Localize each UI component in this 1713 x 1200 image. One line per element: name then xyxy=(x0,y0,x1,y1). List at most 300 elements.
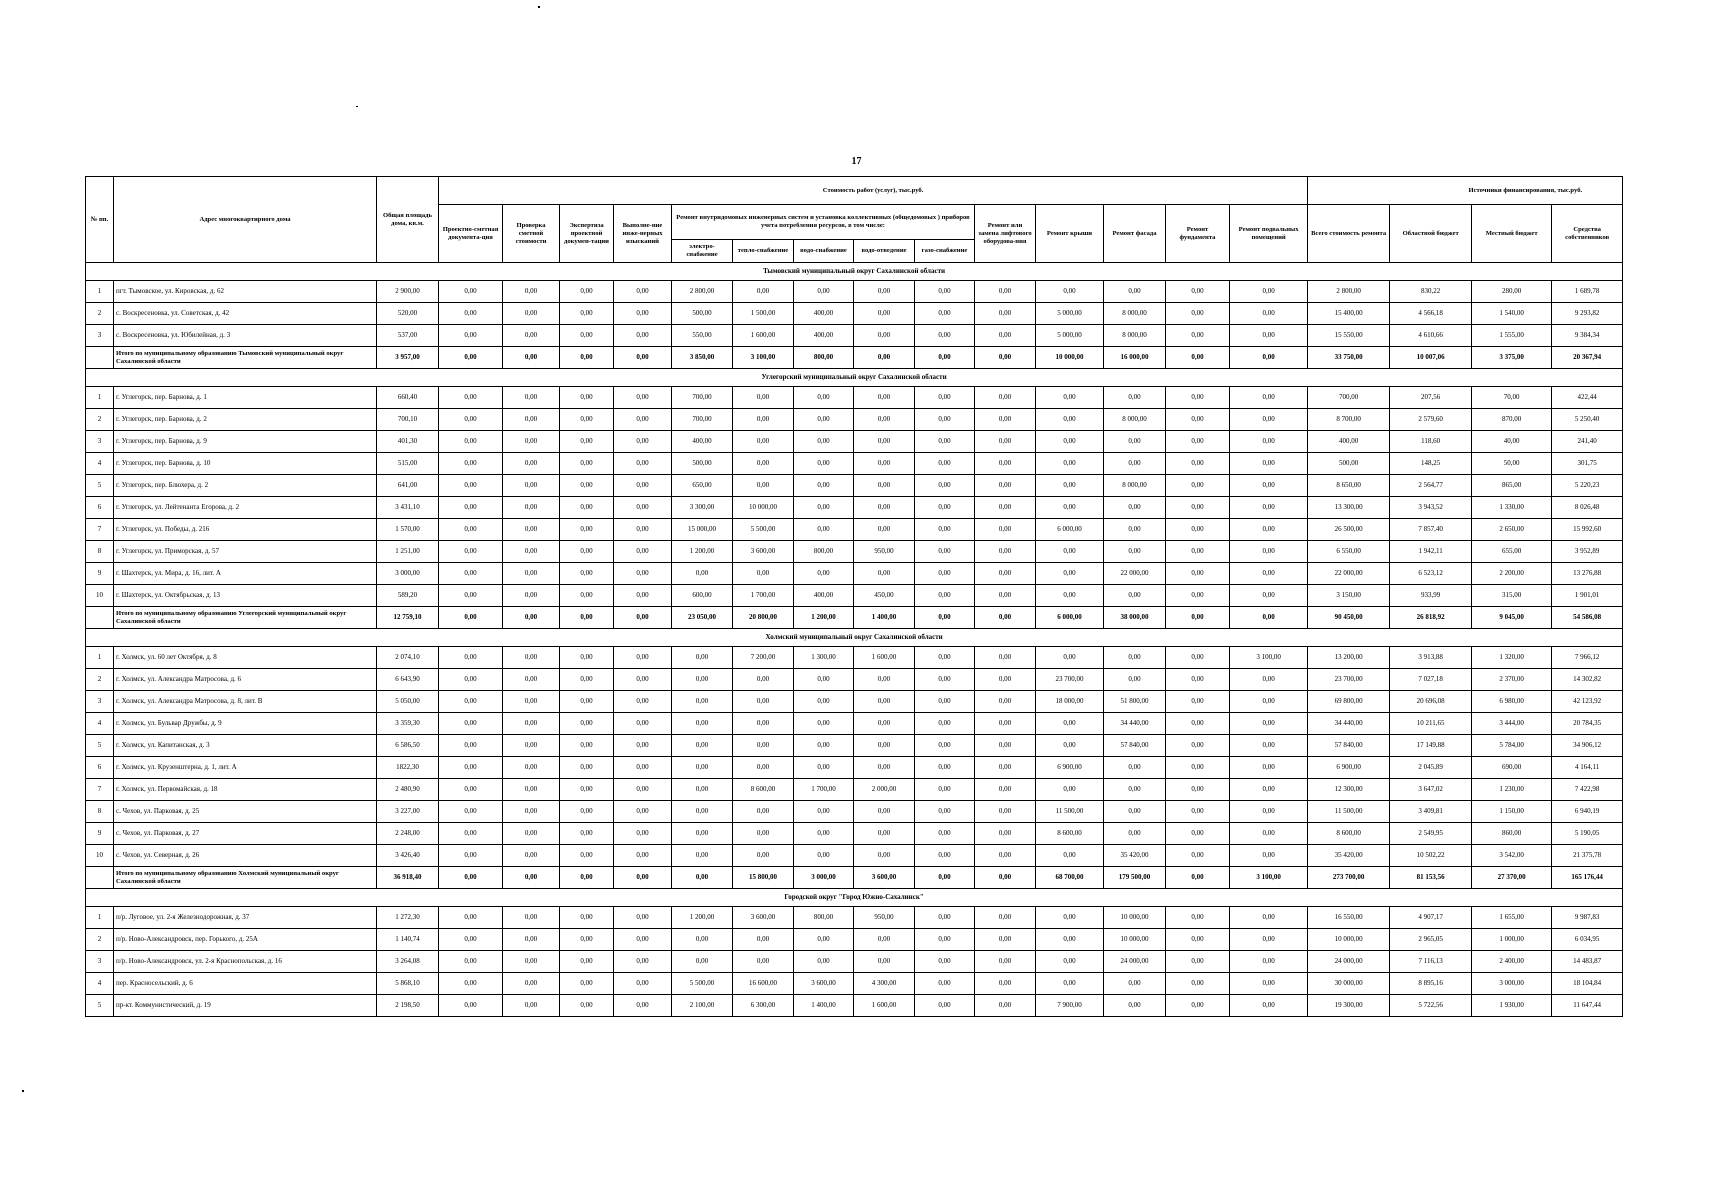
total-cell: 0,00 xyxy=(975,607,1036,629)
row-number: 1 xyxy=(86,281,114,303)
total-cell: 1 200,00 xyxy=(794,607,854,629)
table-cell: 700,00 xyxy=(1308,387,1390,409)
table-cell: 0,00 xyxy=(503,303,560,325)
table-cell: 0,00 xyxy=(733,281,794,303)
table-cell: 0,00 xyxy=(915,585,975,607)
row-number: 5 xyxy=(86,475,114,497)
table-cell: 0,00 xyxy=(1230,779,1308,801)
row-number: 7 xyxy=(86,779,114,801)
table-cell: 1 272,30 xyxy=(377,907,439,929)
table-cell: 3 264,08 xyxy=(377,951,439,973)
table-cell: 0,00 xyxy=(614,973,672,995)
row-number: 3 xyxy=(86,325,114,347)
table-cell: 0,00 xyxy=(733,801,794,823)
table-cell: 0,00 xyxy=(794,387,854,409)
table-cell: 12 300,00 xyxy=(1308,779,1390,801)
table-cell: 34 440,00 xyxy=(1104,713,1166,735)
table-cell: 0,00 xyxy=(672,669,733,691)
table-cell: 0,00 xyxy=(1230,995,1308,1017)
table-cell: 0,00 xyxy=(1036,387,1104,409)
table-cell: 2 480,90 xyxy=(377,779,439,801)
table-cell: 8 000,00 xyxy=(1104,303,1166,325)
table-cell: 22 000,00 xyxy=(1104,563,1166,585)
table-cell: 2 074,10 xyxy=(377,647,439,669)
table-cell: 589,20 xyxy=(377,585,439,607)
table-cell: 1 942,11 xyxy=(1390,541,1472,563)
table-cell: 537,00 xyxy=(377,325,439,347)
table-cell: 0,00 xyxy=(1036,585,1104,607)
table-cell: 2 400,00 xyxy=(1472,951,1552,973)
total-cell xyxy=(86,607,114,629)
table-cell: 0,00 xyxy=(503,907,560,929)
scan-mark-left xyxy=(22,1090,24,1092)
table-cell: 0,00 xyxy=(672,779,733,801)
table-cell: 0,00 xyxy=(975,475,1036,497)
total-cell: 3 850,00 xyxy=(672,347,733,369)
table-cell: 0,00 xyxy=(439,453,503,475)
row-address: пр-кт. Коммунистический, д. 19 xyxy=(114,995,377,1017)
row-number: 1 xyxy=(86,387,114,409)
header-sources-group: Источники финансирования, тыс.руб. xyxy=(1308,177,1623,205)
table-cell: 0,00 xyxy=(614,585,672,607)
table-cell: 19 300,00 xyxy=(1308,995,1390,1017)
table-cell: 4 610,66 xyxy=(1390,325,1472,347)
row-address: г. Холмск, ул. 60 лет Октября, д. 8 xyxy=(114,647,377,669)
table-cell: 0,00 xyxy=(1230,453,1308,475)
total-cell: 27 370,00 xyxy=(1472,867,1552,889)
table-cell: 0,00 xyxy=(794,845,854,867)
table-cell: 0,00 xyxy=(614,563,672,585)
table-cell: 0,00 xyxy=(915,453,975,475)
table-cell: 15 550,00 xyxy=(1308,325,1390,347)
table-cell: 0,00 xyxy=(1104,647,1166,669)
header-lift: Ремонт или замена лифтового оборудова-ния xyxy=(975,205,1036,263)
row-number: 4 xyxy=(86,713,114,735)
table-cell: 1 570,00 xyxy=(377,519,439,541)
table-cell: 13 300,00 xyxy=(1308,497,1390,519)
table-cell: 0,00 xyxy=(1166,325,1230,347)
table-cell: 0,00 xyxy=(915,669,975,691)
table-cell: 0,00 xyxy=(975,519,1036,541)
table-cell: 0,00 xyxy=(975,951,1036,973)
table-row xyxy=(86,563,1623,585)
table-cell: 0,00 xyxy=(733,431,794,453)
total-cell: 10 007,06 xyxy=(1390,347,1472,369)
table-cell: 0,00 xyxy=(1166,647,1230,669)
row-number: 6 xyxy=(86,757,114,779)
table-cell: 1 555,00 xyxy=(1472,325,1552,347)
table-cell: 9 384,34 xyxy=(1552,325,1623,347)
table-cell: 0,00 xyxy=(614,281,672,303)
table-cell: 0,00 xyxy=(503,431,560,453)
table-cell: 0,00 xyxy=(1166,431,1230,453)
table-cell: 0,00 xyxy=(614,995,672,1017)
table-cell: 0,00 xyxy=(439,823,503,845)
table-cell: 5 000,00 xyxy=(1036,303,1104,325)
table-cell: 7 422,98 xyxy=(1552,779,1623,801)
table-row xyxy=(86,713,1623,735)
table-cell: 8 000,00 xyxy=(1104,325,1166,347)
table-cell: 0,00 xyxy=(1104,585,1166,607)
row-address: г. Углегорск, ул. Лейтенанта Егорова, д. 2 xyxy=(114,497,377,519)
table-cell: 0,00 xyxy=(854,475,915,497)
table-cell: 5 250,40 xyxy=(1552,409,1623,431)
table-cell: 0,00 xyxy=(975,541,1036,563)
table-cell: 641,00 xyxy=(377,475,439,497)
table-cell: 0,00 xyxy=(915,779,975,801)
table-cell: 0,00 xyxy=(1166,929,1230,951)
total-cell xyxy=(86,867,114,889)
table-cell: 0,00 xyxy=(1036,951,1104,973)
table-cell: 0,00 xyxy=(733,453,794,475)
table-cell: 0,00 xyxy=(854,563,915,585)
total-cell: 20 800,00 xyxy=(733,607,794,629)
table-cell: 0,00 xyxy=(560,757,614,779)
table-cell: 0,00 xyxy=(1104,519,1166,541)
table-cell: 0,00 xyxy=(503,585,560,607)
table-cell: 0,00 xyxy=(439,325,503,347)
table-cell: 0,00 xyxy=(439,387,503,409)
total-cell: 1 400,00 xyxy=(854,607,915,629)
total-cell: 3 100,00 xyxy=(1230,867,1308,889)
total-cell: 0,00 xyxy=(915,867,975,889)
table-cell: 7 857,40 xyxy=(1390,519,1472,541)
table-cell: 0,00 xyxy=(614,845,672,867)
table-cell: 20 784,35 xyxy=(1552,713,1623,735)
table-cell: 0,00 xyxy=(1104,823,1166,845)
table-cell: 0,00 xyxy=(1230,281,1308,303)
table-cell: 0,00 xyxy=(854,845,915,867)
table-row xyxy=(86,431,1623,453)
table-cell: 23 700,00 xyxy=(1308,669,1390,691)
table-cell: 0,00 xyxy=(1036,281,1104,303)
total-cell: 0,00 xyxy=(614,607,672,629)
table-cell: 0,00 xyxy=(1230,585,1308,607)
table-cell: 0,00 xyxy=(560,303,614,325)
table-cell: 15 400,00 xyxy=(1308,303,1390,325)
total-cell: 3 957,00 xyxy=(377,347,439,369)
table-cell: 400,00 xyxy=(672,431,733,453)
table-cell: 0,00 xyxy=(733,713,794,735)
table-cell: 0,00 xyxy=(672,845,733,867)
table-cell: 0,00 xyxy=(1036,779,1104,801)
total-cell: 0,00 xyxy=(1166,867,1230,889)
table-cell: 0,00 xyxy=(854,691,915,713)
table-cell: 3 300,00 xyxy=(672,497,733,519)
row-address: г. Холмск, ул. Первомайская, д. 18 xyxy=(114,779,377,801)
row-number: 6 xyxy=(86,497,114,519)
table-cell: 0,00 xyxy=(975,431,1036,453)
table-cell: 5 500,00 xyxy=(733,519,794,541)
table-cell: 0,00 xyxy=(672,951,733,973)
table-cell: 1 700,00 xyxy=(733,585,794,607)
table-cell: 0,00 xyxy=(1166,951,1230,973)
table-cell: 830,22 xyxy=(1390,281,1472,303)
table-cell: 0,00 xyxy=(1036,475,1104,497)
total-cell: 0,00 xyxy=(560,867,614,889)
table-cell: 0,00 xyxy=(794,497,854,519)
table-cell: 0,00 xyxy=(439,669,503,691)
table-cell: 0,00 xyxy=(915,431,975,453)
table-cell: 4 300,00 xyxy=(854,973,915,995)
table-cell: 0,00 xyxy=(915,995,975,1017)
table-cell: 0,00 xyxy=(439,475,503,497)
table-cell: 0,00 xyxy=(733,823,794,845)
table-cell: 0,00 xyxy=(733,929,794,951)
table-cell: 11 500,00 xyxy=(1036,801,1104,823)
table-cell: 0,00 xyxy=(560,519,614,541)
table-cell: 2 198,50 xyxy=(377,995,439,1017)
table-cell: 0,00 xyxy=(854,409,915,431)
total-cell: 0,00 xyxy=(503,607,560,629)
table-cell: 0,00 xyxy=(733,563,794,585)
table-cell: 0,00 xyxy=(614,801,672,823)
table-cell: 0,00 xyxy=(503,325,560,347)
header-estimate-check: Проверка сметной стоимости xyxy=(503,205,560,263)
table-cell: 0,00 xyxy=(915,409,975,431)
total-label: Итого по муниципальному образованию Холмский муниципальный округ Сахалинской области xyxy=(114,867,377,889)
table-cell: 2 965,05 xyxy=(1390,929,1472,951)
row-address: г. Углегорск, пер. Барнова, д. 9 xyxy=(114,431,377,453)
table-cell: 0,00 xyxy=(503,453,560,475)
table-cell: 1 140,74 xyxy=(377,929,439,951)
row-address: с. Чехов, ул. Парковая, д. 25 xyxy=(114,801,377,823)
table-cell: 0,00 xyxy=(560,801,614,823)
table-cell: 5 500,00 xyxy=(672,973,733,995)
table-cell: 700,00 xyxy=(672,387,733,409)
table-cell: 0,00 xyxy=(560,995,614,1017)
table-cell: 0,00 xyxy=(503,995,560,1017)
table-cell: 0,00 xyxy=(614,453,672,475)
row-address: г. Холмск, ул. Александра Матросова, д. 6 xyxy=(114,669,377,691)
table-cell: 0,00 xyxy=(439,303,503,325)
table-cell: 0,00 xyxy=(503,497,560,519)
table-cell: 0,00 xyxy=(1166,823,1230,845)
table-cell: 0,00 xyxy=(1036,907,1104,929)
table-cell: 660,40 xyxy=(377,387,439,409)
table-cell: 1 600,00 xyxy=(854,647,915,669)
table-cell: 0,00 xyxy=(733,951,794,973)
table-cell: 0,00 xyxy=(854,519,915,541)
row-address: пгт. Тымовское, ул. Кировская, д. 62 xyxy=(114,281,377,303)
table-cell: 0,00 xyxy=(1230,951,1308,973)
table-cell: 0,00 xyxy=(1166,303,1230,325)
table-cell: 0,00 xyxy=(503,541,560,563)
table-cell: 0,00 xyxy=(854,431,915,453)
header-total-cost: Всего стоимость ремонта xyxy=(1308,205,1390,263)
header-basement: Ремонт подвальных помещений xyxy=(1230,205,1308,263)
table-row xyxy=(86,823,1623,845)
table-cell: 0,00 xyxy=(1036,713,1104,735)
row-address: г. Шахтерск, ул. Мира, д. 16, лит. А xyxy=(114,563,377,585)
table-cell: 0,00 xyxy=(503,951,560,973)
row-address: г. Холмск, ул. Александра Матросова, д. 8, лит. В xyxy=(114,691,377,713)
table-cell: 0,00 xyxy=(439,951,503,973)
row-number: 2 xyxy=(86,929,114,951)
table-cell: 933,99 xyxy=(1390,585,1472,607)
table-cell: 11 647,44 xyxy=(1552,995,1623,1017)
total-cell: 800,00 xyxy=(794,347,854,369)
table-cell: 400,00 xyxy=(1308,431,1390,453)
total-cell: 90 450,00 xyxy=(1308,607,1390,629)
table-cell: 0,00 xyxy=(1036,431,1104,453)
table-cell: 8 600,00 xyxy=(733,779,794,801)
table-cell: 0,00 xyxy=(975,281,1036,303)
row-number: 2 xyxy=(86,409,114,431)
table-cell: 6 550,00 xyxy=(1308,541,1390,563)
total-cell: 0,00 xyxy=(439,867,503,889)
table-cell: 500,00 xyxy=(672,303,733,325)
table-cell: 5 050,00 xyxy=(377,691,439,713)
table-cell: 0,00 xyxy=(975,585,1036,607)
total-cell: 0,00 xyxy=(439,347,503,369)
table-row xyxy=(86,995,1623,1017)
table-cell: 0,00 xyxy=(733,409,794,431)
table-cell: 0,00 xyxy=(915,281,975,303)
table-cell: 401,30 xyxy=(377,431,439,453)
table-cell: 0,00 xyxy=(439,713,503,735)
table-cell: 0,00 xyxy=(614,431,672,453)
table-cell: 0,00 xyxy=(560,541,614,563)
table-cell: 0,00 xyxy=(1104,431,1166,453)
table-cell: 0,00 xyxy=(975,387,1036,409)
total-cell: 0,00 xyxy=(1230,607,1308,629)
table-cell: 3 227,00 xyxy=(377,801,439,823)
table-cell: 865,00 xyxy=(1472,475,1552,497)
table-cell: 0,00 xyxy=(614,713,672,735)
total-cell: 0,00 xyxy=(854,347,915,369)
table-cell: 0,00 xyxy=(1166,387,1230,409)
total-cell: 0,00 xyxy=(1166,607,1230,629)
total-cell: 3 600,00 xyxy=(854,867,915,889)
table-cell: 0,00 xyxy=(1230,691,1308,713)
table-cell: 0,00 xyxy=(975,907,1036,929)
table-cell: 8 895,16 xyxy=(1390,973,1472,995)
table-cell: 0,00 xyxy=(503,929,560,951)
table-cell: 0,00 xyxy=(672,647,733,669)
table-cell: 0,00 xyxy=(915,757,975,779)
table-cell: 0,00 xyxy=(975,647,1036,669)
table-cell: 3 542,00 xyxy=(1472,845,1552,867)
table-cell: 0,00 xyxy=(915,823,975,845)
table-cell: 950,00 xyxy=(854,907,915,929)
row-number: 5 xyxy=(86,735,114,757)
table-cell: 35 420,00 xyxy=(1308,845,1390,867)
row-address: с. Чехов, ул. Парковая, д. 27 xyxy=(114,823,377,845)
table-cell: 0,00 xyxy=(1230,519,1308,541)
section-total-row xyxy=(86,347,1623,369)
table-cell: 6 940,19 xyxy=(1552,801,1623,823)
total-cell: 0,00 xyxy=(915,607,975,629)
table-cell: 0,00 xyxy=(1166,757,1230,779)
row-number: 4 xyxy=(86,453,114,475)
table-cell: 8 700,00 xyxy=(1308,409,1390,431)
table-cell: 3 600,00 xyxy=(733,907,794,929)
table-cell: 18 000,00 xyxy=(1036,691,1104,713)
header-surveys: Выполне-ние инже-нерных изысканий xyxy=(614,205,672,263)
table-cell: 0,00 xyxy=(733,475,794,497)
table-cell: 0,00 xyxy=(1230,801,1308,823)
table-cell: 0,00 xyxy=(1036,973,1104,995)
table-cell: 0,00 xyxy=(794,431,854,453)
section-title: Углегорский муниципальный округ Сахалинской области xyxy=(86,369,1623,387)
table-cell: 0,00 xyxy=(439,519,503,541)
table-cell: 0,00 xyxy=(614,951,672,973)
table-cell: 0,00 xyxy=(1230,475,1308,497)
table-cell: 280,00 xyxy=(1472,281,1552,303)
row-number: 10 xyxy=(86,585,114,607)
table-cell: 10 000,00 xyxy=(1308,929,1390,951)
table-row xyxy=(86,281,1623,303)
table-cell: 0,00 xyxy=(1230,929,1308,951)
row-number: 2 xyxy=(86,669,114,691)
table-cell: 0,00 xyxy=(915,951,975,973)
table-cell: 0,00 xyxy=(614,669,672,691)
table-cell: 3 943,52 xyxy=(1390,497,1472,519)
total-cell: 68 700,00 xyxy=(1036,867,1104,889)
table-cell: 0,00 xyxy=(439,409,503,431)
row-address: г. Углегорск, ул. Приморская, д. 57 xyxy=(114,541,377,563)
table-cell: 2 564,77 xyxy=(1390,475,1472,497)
table-cell: 0,00 xyxy=(439,691,503,713)
header-design-docs: Проектно-сметная документа-ция xyxy=(439,205,503,263)
table-cell: 0,00 xyxy=(560,281,614,303)
table-cell: 0,00 xyxy=(975,303,1036,325)
header-local-budget: Местный бюджет xyxy=(1472,205,1552,263)
section-title: Городской округ "Город Южно-Сахалинск" xyxy=(86,889,1623,907)
total-label: Итого по муниципальному образованию Тымовский муниципальный округ Сахалинской области xyxy=(114,347,377,369)
table-cell: 0,00 xyxy=(915,929,975,951)
table-row xyxy=(86,845,1623,867)
total-cell: 273 700,00 xyxy=(1308,867,1390,889)
table-cell: 3 913,88 xyxy=(1390,647,1472,669)
table-cell: 0,00 xyxy=(1166,669,1230,691)
table-cell: 0,00 xyxy=(503,973,560,995)
row-number: 3 xyxy=(86,691,114,713)
table-cell: 26 500,00 xyxy=(1308,519,1390,541)
table-cell: 1 700,00 xyxy=(794,779,854,801)
table-cell: 800,00 xyxy=(794,541,854,563)
table-cell: 2 549,95 xyxy=(1390,823,1472,845)
table-cell: 0,00 xyxy=(794,453,854,475)
table-row xyxy=(86,325,1623,347)
table-cell: 0,00 xyxy=(794,713,854,735)
table-cell: 301,75 xyxy=(1552,453,1623,475)
table-cell: 0,00 xyxy=(975,735,1036,757)
table-cell: 0,00 xyxy=(503,281,560,303)
table-cell: 0,00 xyxy=(614,779,672,801)
table-cell: 0,00 xyxy=(854,303,915,325)
table-cell: 0,00 xyxy=(439,431,503,453)
table-cell: 515,00 xyxy=(377,453,439,475)
header-heat: тепло-снабжение xyxy=(733,240,794,263)
row-address: п/р. Ново-Александровск, ул. 2-я Краснопольская, д. 16 xyxy=(114,951,377,973)
table-cell: 700,10 xyxy=(377,409,439,431)
table-cell: 0,00 xyxy=(733,669,794,691)
table-cell: 7 200,00 xyxy=(733,647,794,669)
row-address: с. Воскресеновка, ул. Юбилейная, д. 3 xyxy=(114,325,377,347)
table-cell: 0,00 xyxy=(794,691,854,713)
table-cell: 0,00 xyxy=(503,519,560,541)
row-address: г. Углегорск, пер. Барнова, д. 10 xyxy=(114,453,377,475)
total-cell: 38 000,00 xyxy=(1104,607,1166,629)
table-body xyxy=(86,263,1623,1017)
table-cell: 3 000,00 xyxy=(1472,973,1552,995)
table-cell: 0,00 xyxy=(1166,845,1230,867)
total-cell: 0,00 xyxy=(1230,347,1308,369)
table-cell: 0,00 xyxy=(1166,585,1230,607)
table-cell: 0,00 xyxy=(1036,735,1104,757)
